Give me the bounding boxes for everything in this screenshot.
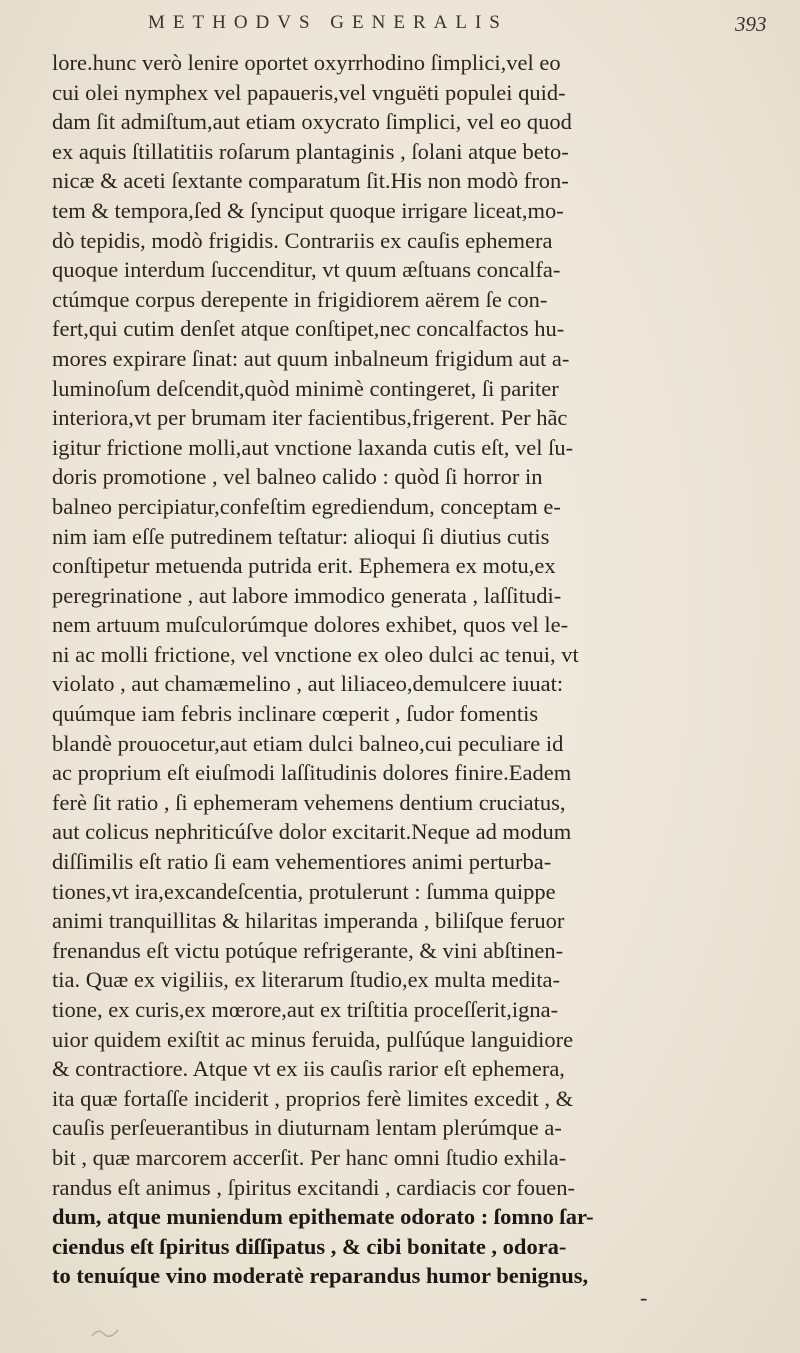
text-line: dam ſit admiſtum,aut etiam oxycrato ſimplici, vel eo quod — [52, 109, 572, 135]
text-line: dò tepidis, modò frigidis. Contrariis ex cauſis ephemera — [52, 227, 553, 253]
text-line: diſſimilis eſt ratio ſi eam vehementiores animi perturba- — [52, 849, 552, 875]
text-line: uior quidem exiſtit ac minus feruida, pulſúque languidiore — [52, 1026, 574, 1052]
text-line: blandè prouocetur,aut etiam dulci balneo,cui peculiare id — [52, 730, 564, 756]
text-line: tia. Quæ ex vigiliis, ex literarum ſtudio,ex multa medita- — [52, 967, 561, 993]
text-line: nicæ & aceti ſextante comparatum ſit.His non modò fron- — [52, 168, 569, 194]
page-header — [0, 12, 800, 42]
text-line: tione, ex curis,ex mœrore,aut ex triſtitia proceſſerit,igna- — [52, 997, 559, 1022]
running-head: METHODVS GENERALIS — [148, 12, 508, 33]
text-line: quoque interdum ſuccenditur, vt quum æſtuans concalfa- — [52, 257, 561, 283]
text-line: fert,qui cutim denſet atque conſtipet,nec concalfactos hu- — [52, 316, 565, 342]
text-line: randus eſt animus , ſpiritus excitandi , cardiacis cor fouen- — [52, 1174, 575, 1200]
text-line: ciendus eſt ſpiritus diſſipatus , & cibi bonitate , odora- — [52, 1233, 567, 1259]
text-line: ex aquis ſtillatitiis roſarum plantaginis , ſolani atque beto- — [52, 138, 569, 164]
ink-smudge — [88, 1322, 128, 1342]
text-line: lore.hunc verò lenire oportet oxyrrhodino ſimplici,vel eo — [52, 50, 561, 75]
text-line: ac proprium eſt eiuſmodi laſſitudinis dolores finire.Eadem — [52, 760, 572, 786]
catchword-mark: - — [640, 1285, 648, 1310]
text-line: to tenuíque vino moderatè reparandus humor benignus, — [52, 1263, 589, 1289]
text-line: interiora,vt per brumam iter facientibus,frigerent. Per hãc — [52, 405, 568, 431]
text-line: violato , aut chamæmelino , aut liliaceo,demulcere iuuat: — [52, 671, 564, 697]
page-number: 393 — [735, 12, 767, 36]
text-line: ni ac molli frictione, vel vnctione ex oleo dulci ac tenui, vt — [52, 641, 579, 667]
body-text — [52, 48, 772, 1291]
text-line: bit , quæ marcorem accerſit. Per hanc omni ſtudio exhila- — [52, 1144, 567, 1170]
text-line: ctúmque corpus derepente in frigidiorem aërem ſe con- — [52, 286, 548, 312]
text-line: tem & tempora,ſed & ſynciput quoque irrigare liceat,mo- — [52, 197, 564, 223]
text-line: quúmque iam febris inclinare cœperit , ſudor fomentis — [52, 701, 539, 727]
text-line: cauſis perſeuerantibus in diuturnam lentam plerúmque a- — [52, 1115, 562, 1141]
text-line: animi tranquillitas & hilaritas imperanda , biliſque feruor — [52, 908, 565, 934]
text-line: nim iam eſſe putredinem teſtatur: alioqui ſi diutius cutis — [52, 523, 550, 549]
text-line: tiones,vt ira,excandeſcentia, protulerunt : ſumma quippe — [52, 878, 556, 904]
text-line: & contractiore. Atque vt ex iis cauſis rarior eſt ephemera, — [52, 1056, 565, 1082]
text-line: conſtipetur metuenda putrida erit. Ephemera ex motu,ex — [52, 553, 556, 579]
text-line: ita quæ fortaſſe inciderit , proprios ferè limites excedit , & — [52, 1085, 574, 1111]
text-line: dum, atque muniendum epithemate odorato : ſomno ſar- — [52, 1204, 594, 1230]
text-line: igitur frictione molli,aut vnctione laxanda cutis eſt, vel ſu- — [52, 434, 574, 460]
text-line: balneo percipiatur,confeſtim egrediendum, conceptam e- — [52, 493, 561, 519]
text-line: luminoſum deſcendit,quòd minimè contingeret, ſi pariter — [52, 375, 559, 401]
text-line: ferè ſit ratio , ſi ephemeram vehemens dentium cruciatus, — [52, 789, 566, 815]
text-line: doris promotione , vel balneo calido : quòd ſi horror in — [52, 464, 543, 490]
text-line: frenandus eſt victu potúque refrigerante, & vini abſtinen- — [52, 937, 564, 963]
text-line: mores expirare ſinat: aut quum inbalneum frigidum aut a- — [52, 345, 570, 371]
text-line: peregrinatione , aut labore immodico generata , laſſitudi- — [52, 582, 562, 608]
text-line: cui olei nymphex vel papaueris,vel vnguëti populei quid- — [52, 79, 566, 105]
text-line: aut colicus nephriticúſve dolor excitarit.Neque ad modum — [52, 819, 572, 845]
text-line: nem artuum muſculorúmque dolores exhibet, quos vel le- — [52, 612, 569, 638]
